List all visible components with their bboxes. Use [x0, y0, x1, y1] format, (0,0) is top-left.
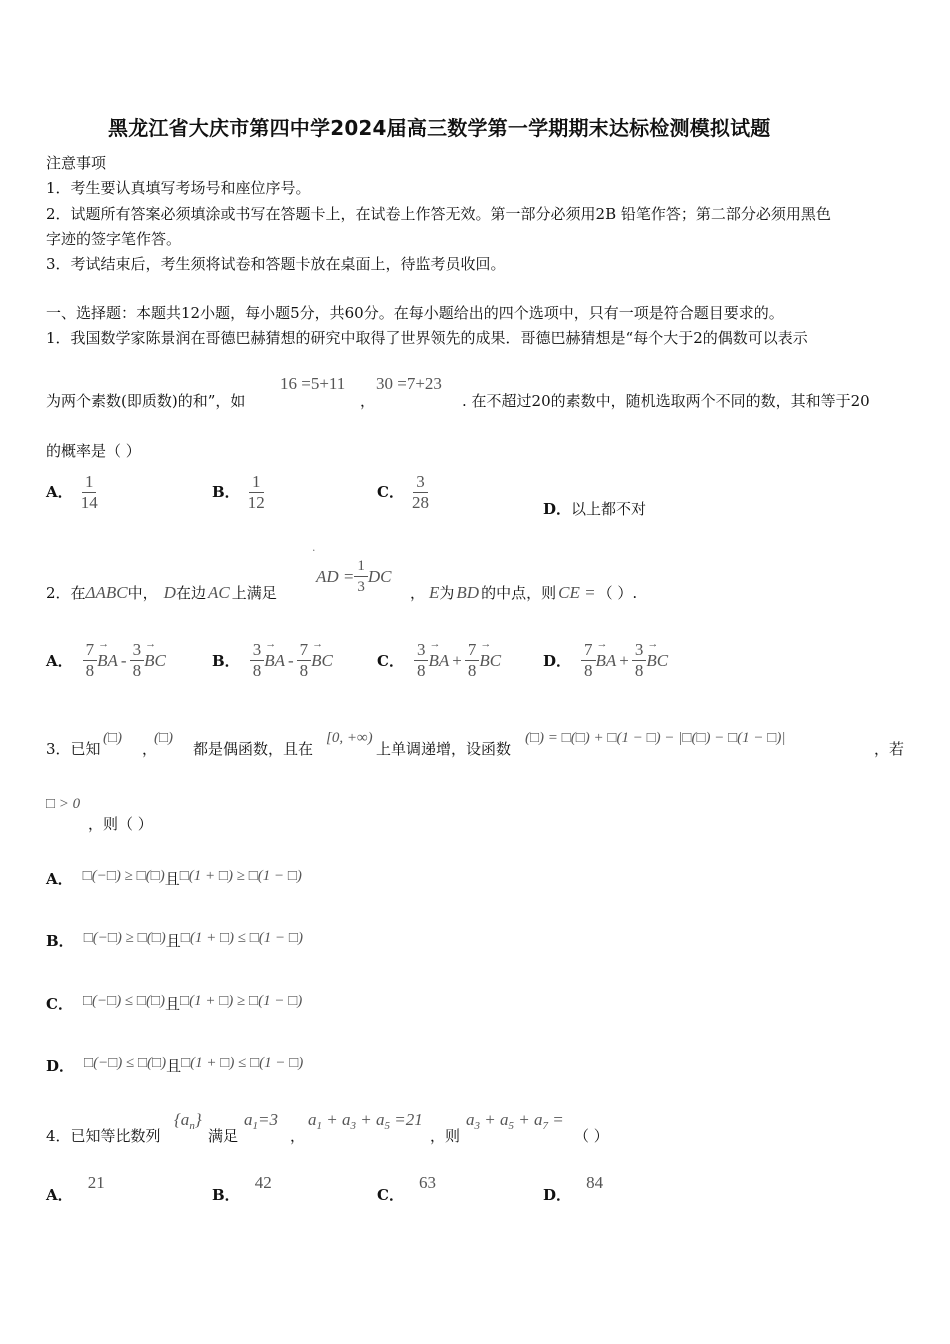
q1-option-b[interactable]: B． $\frac{1}{12}$ [212, 472, 268, 513]
q3-condition: □ > 0 [46, 796, 81, 812]
q4-stem-p3: ， [290, 1127, 306, 1145]
q3-function: (□) = □(□) + □(1 − □) − |□(□) − □(1 − □)| [525, 730, 786, 746]
notice-heading: 注意事项 [46, 154, 107, 172]
q4-stem-p1: 4．已知等比数列 [46, 1127, 161, 1145]
q1-option-c[interactable]: C． $\frac{3}{28}$ [377, 472, 432, 513]
notice-item: 3．考试结束后，考生须将试卷和答题卡放在桌面上，待监考员收回。 [46, 255, 506, 273]
page-title: 黑龙江省大庆市第四中学2024届高三数学第一学期期末达标检测模拟试题 [108, 116, 771, 140]
notice-item: 2．试题所有答案必须填涂或书写在答题卡上，在试卷上作答无效。第一部分必须用2B 铅笔作答；第二部分必须用黑色 [46, 205, 831, 223]
fraction: $\frac{1}{14}$ [80, 472, 98, 512]
q4-option-d[interactable]: D． 84 [543, 1173, 604, 1204]
q1-option-a[interactable]: A． $\frac{1}{14}$ [46, 472, 101, 513]
q3-f2: (□) [154, 730, 174, 746]
q2-stem: 2．在 ΔABC 中， D 在边 AC 上满足 [46, 582, 277, 602]
notice-item: 字迹的签字笔作答。 [46, 230, 182, 248]
q3-stem-p5: ，则（ ） [88, 815, 153, 833]
q1-stem-line2a: 为两个素数(即质数)的和”，如 [46, 392, 246, 410]
q3-stem-p3: 上单调递增，设函数 [376, 740, 512, 758]
q4-sequence: $\{a_n\}$ [174, 1110, 202, 1132]
section-heading: 一、选择题：本题共12小题，每小题5分，共60分。在每小题给出的四个选项中，只有一项是符合题目要求的。 [46, 304, 784, 322]
q1-stem-line3: 的概率是（ ） [46, 442, 141, 460]
q4-stem-p4: ，则 [430, 1127, 461, 1145]
q3-option-b[interactable]: B． □(−□) ≥ □(□) 且 □(1 + □) ≤ □(1 − □) [46, 930, 303, 950]
q3-sep: ， [142, 740, 158, 758]
q1-stem-line1: 1．我国数学家陈景润在哥德巴赫猜想的研究中取得了世界领先的成果．哥德巴赫猜想是“每个大于2的偶数可以表示 [46, 329, 808, 347]
notice-item: 1．考生要认真填写考场号和座位序号。 [46, 179, 311, 197]
q3-stem-p2: 都是偶函数，且在 [193, 740, 314, 758]
q2-option-a[interactable]: A． $\frac{7}{8}$ BA → - $\frac{3}{8}$ BC → [46, 640, 166, 681]
q2-stem-tail: ， E 为 BD 的中点，则 CE = （ ）. [410, 582, 638, 602]
q2-dot: · [312, 544, 316, 557]
q4-stem-p2: 满足 [208, 1127, 239, 1145]
q3-interval: [0, +∞) [326, 730, 373, 746]
q3-f1: (□) [103, 730, 123, 746]
q3-option-c[interactable]: C． □(−□) ≤ □(□) 且 □(1 + □) ≥ □(1 − □) [46, 993, 303, 1013]
q2-option-d[interactable]: D． $\frac{7}{8}$ BA → + $\frac{3}{8}$ BC → [543, 640, 668, 681]
q4-option-a[interactable]: A． 21 [46, 1173, 105, 1204]
q4-option-c[interactable]: C． 63 [377, 1173, 437, 1204]
q1-eq2: 30 =7+23 [376, 374, 442, 393]
q2-option-b[interactable]: B． $\frac{3}{8}$ BA → - $\frac{7}{8}$ BC → [212, 640, 333, 681]
q4-sum-asked: $a_3 + a_5 + a_7$ = [466, 1110, 564, 1132]
q3-option-d[interactable]: D． □(−□) ≤ □(□) 且 □(1 + □) ≤ □(1 − □) [46, 1055, 304, 1075]
fraction: $\frac{1}{12}$ [247, 472, 265, 512]
fraction: $\frac{3}{28}$ [412, 472, 430, 512]
q2-option-c[interactable]: C． $\frac{3}{8}$ BA → + $\frac{7}{8}$ BC → [377, 640, 501, 681]
q4-option-b[interactable]: B． 42 [212, 1173, 272, 1204]
q4-stem-p5: （ ） [574, 1127, 609, 1145]
q1-option-d[interactable]: D．以上都不对 [543, 500, 647, 518]
q3-stem-p4: ，若 [874, 740, 905, 758]
q1-stem-line2b: . 在不超过20的素数中，随机选取两个不同的数，其和等于20 [462, 392, 870, 410]
q3-option-a[interactable]: A． □(−□) ≥ □(□) 且 □(1 + □) ≥ □(1 − □) [46, 868, 302, 888]
q1-eq1: 16 =5+11 [280, 374, 346, 393]
q4-sum-given: $a_1 + a_3 + a_5 =21$ [308, 1110, 423, 1132]
q1-comma: ， [360, 392, 376, 410]
q3-stem-p1: 3．已知 [46, 740, 101, 758]
q2-condition: AD = $\frac{1}{3}$ DC [316, 558, 392, 595]
q4-a1: $a_1=3$ [244, 1110, 278, 1132]
